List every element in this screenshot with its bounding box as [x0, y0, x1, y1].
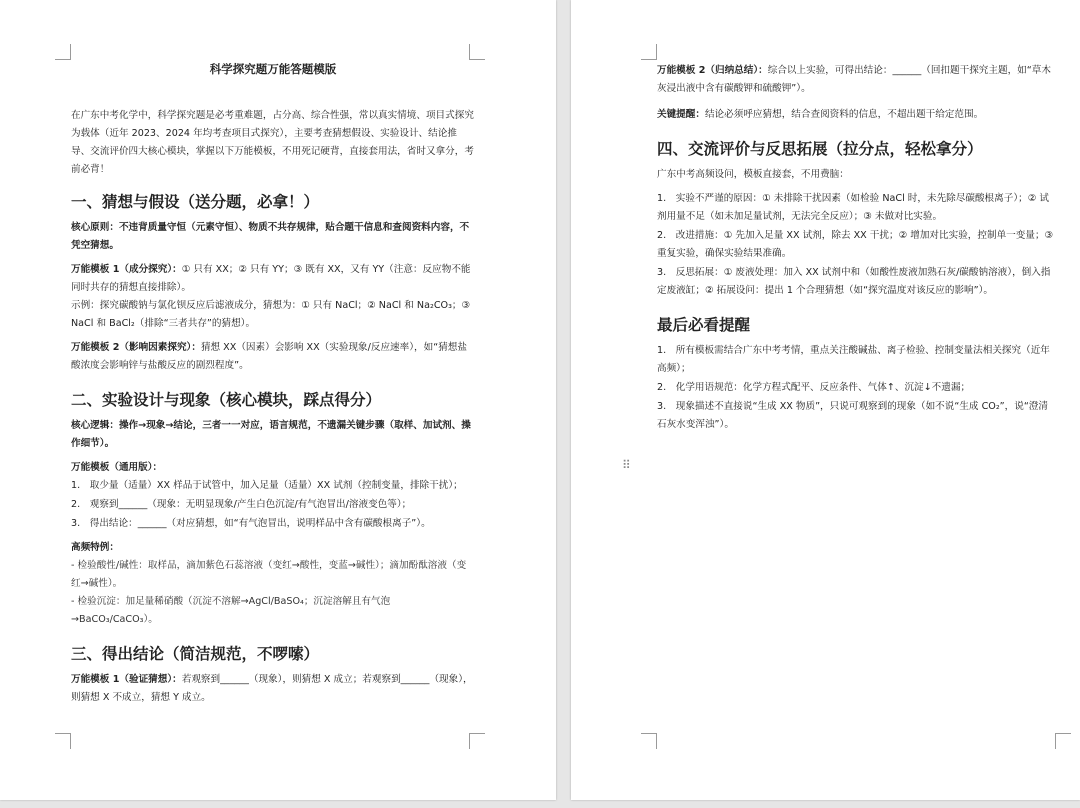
list-item: - 检验沉淀：加足量稀硝酸（沉淀不溶解→AgCl/BaSO₄；沉淀溶解且有气泡→BaCO₃/CaCO₃）。: [71, 596, 391, 625]
special-title: 高频特例：: [71, 542, 119, 553]
list-item: 2. 改进措施：① 先加入足量 XX 试剂，除去 XX 干扰；② 增加对比实验，控制单一变量；③ 重复实验，确保实验结果准确。: [657, 230, 1054, 259]
core-principle: 核心原则：不违背质量守恒（元素守恒）、物质不共存规律，贴合题干信息和查阅资料内容，不凭空猜想。: [71, 222, 470, 251]
template-paragraph: [71, 339, 475, 375]
list-item: 2. 化学用语规范：化学方程式配平、反应条件、气体↑、沉淀↓不遗漏；: [657, 382, 971, 393]
template-label: 万能模板 2（影响因素探究）：: [71, 342, 201, 353]
template-paragraph: [71, 671, 475, 707]
template-text: 猜想 XX（因素）会影响 XX（实验现象/反应速率），如“猜想盐酸浓度会影响锌与盐酸反应的剧烈程度”。: [71, 342, 467, 371]
crop-mark: [469, 44, 485, 60]
evaluation-list: [657, 190, 1057, 300]
template-label: 万能模板 1（成分探究）：: [71, 264, 182, 275]
key-text: 结论必须呼应猜想，结合查阅资料的信息，不超出题干给定范围。: [704, 109, 984, 120]
list-item: 3. 反思拓展：① 废液处理：加入 XX 试剂中和（如酸性废液加熟石灰/碳酸钠溶液），倒入指定废液缸；② 拓展设问：提出 1 个合理猜想（如“探究温度对该反应的影响”）。: [657, 267, 1051, 296]
template-title: 万能模板（通用版）：: [71, 462, 163, 473]
intro-paragraph: 在广东中考化学中，科学探究题是必考重难题，占分高、综合性强，常以真实情境、项目式探究为载体（近年 2023、2024 年均考查项目式探究），主要考查猜想假设、实验设计、结论推导、交流评价四大核心模块，掌握以下万能模板，不用死记硬背，直接套用法，省时又拿分，考前必背！: [71, 110, 474, 175]
list-item: 3. 现象描述不直接说“生成 XX 物质”，只说可观察到的现象（如不说“生成 CO₂”，说“澄清石灰水变浑浊”）。: [657, 401, 1048, 430]
crop-mark: [641, 44, 657, 60]
template-label: 万能模板 2（归纳总结）：: [657, 65, 768, 76]
template-text: ① 只有 XX；② 只有 YY；③ 既有 XX，又有 YY（注意：反应物不能同时共存的猜想直接排除）。: [71, 264, 471, 293]
steps-list: [71, 477, 475, 533]
list-item: 1. 所有模板需结合广东中考考情，重点关注酸碱盐、离子检验、控制变量法相关探究（近年高频）；: [657, 345, 1050, 374]
section-heading-5: 最后必看提醒: [657, 315, 751, 334]
crop-mark: [55, 733, 71, 749]
page-right-content[interactable]: [657, 62, 1057, 435]
crop-mark: [469, 733, 485, 749]
template-paragraph: [657, 62, 1057, 98]
section-heading-1: 一、猜想与假设（送分题，必拿！）: [71, 192, 320, 211]
section-intro: 广东中考高频设问，模板直接套，不用费脑：: [657, 169, 849, 180]
page-left-content[interactable]: [71, 60, 475, 707]
document-title: 科学探究题万能答题模版: [209, 62, 337, 76]
list-item: - 检验酸性/碱性：取样品，滴加紫色石蕊溶液（变红→酸性，变蓝→碱性）；滴加酚酞溶液（变红→碱性）。: [71, 560, 467, 589]
list-item: 2. 观察到______（现象：无明显现象/产生白色沉淀/有气泡冒出/溶液变色等）；: [71, 499, 412, 510]
reminder-list: [657, 342, 1057, 434]
drag-handle-icon[interactable]: ⠿: [622, 458, 630, 472]
template-label: 万能模板 1（验证猜想）：: [71, 674, 182, 685]
core-logic: 核心逻辑：操作→现象→结论，三者一一对应，语言规范，不遗漏关键步骤（取样、加试剂、操作细节）。: [71, 420, 471, 449]
template-text: 综合以上实验，可得出结论：______（回扣题干探究主题，如“草木灰浸出液中含有碳酸钾和硫酸钾”）。: [657, 65, 1051, 94]
document-page-right: [571, 0, 1080, 800]
crop-mark: [1055, 733, 1071, 749]
key-reminder: [657, 106, 1057, 124]
section-heading-4: 四、交流评价与反思拓展（拉分点，轻松拿分）: [657, 139, 983, 158]
template-paragraph: [71, 261, 475, 297]
key-label: 关键提醒：: [657, 109, 705, 120]
list-item: 3. 得出结论：______（对应猜想，如“有气泡冒出，说明样品中含有碳酸根离子”）。: [71, 518, 431, 529]
template-text: 若观察到______（现象），则猜想 X 成立；若观察到______（现象），则猜想 X 不成立，猜想 Y 成立。: [71, 674, 473, 703]
example-paragraph: 示例：探究碳酸钠与氯化钡反应后滤液成分，猜想为：① 只有 NaCl；② NaCl 和 Na₂CO₃；③ NaCl 和 BaCl₂（排除“三者共存”的猜想）。: [71, 300, 471, 329]
crop-mark: [641, 733, 657, 749]
section-heading-3: 三、得出结论（简洁规范，不啰嗦）: [71, 644, 320, 663]
list-item: 1. 实验不严谨的原因：① 未排除干扰因素（如检验 NaCl 时，未先除尽碳酸根离子）；② 试剂用量不足（如未加足量试剂，无法完全反应）；③ 未做对比实验。: [657, 193, 1049, 222]
crop-mark: [55, 44, 71, 60]
list-item: 1. 取少量（适量）XX 样品于试管中，加入足量（适量）XX 试剂（控制变量，排除干扰）；: [71, 480, 463, 491]
section-heading-2: 二、实验设计与现象（核心模块，踩点得分）: [71, 390, 382, 409]
